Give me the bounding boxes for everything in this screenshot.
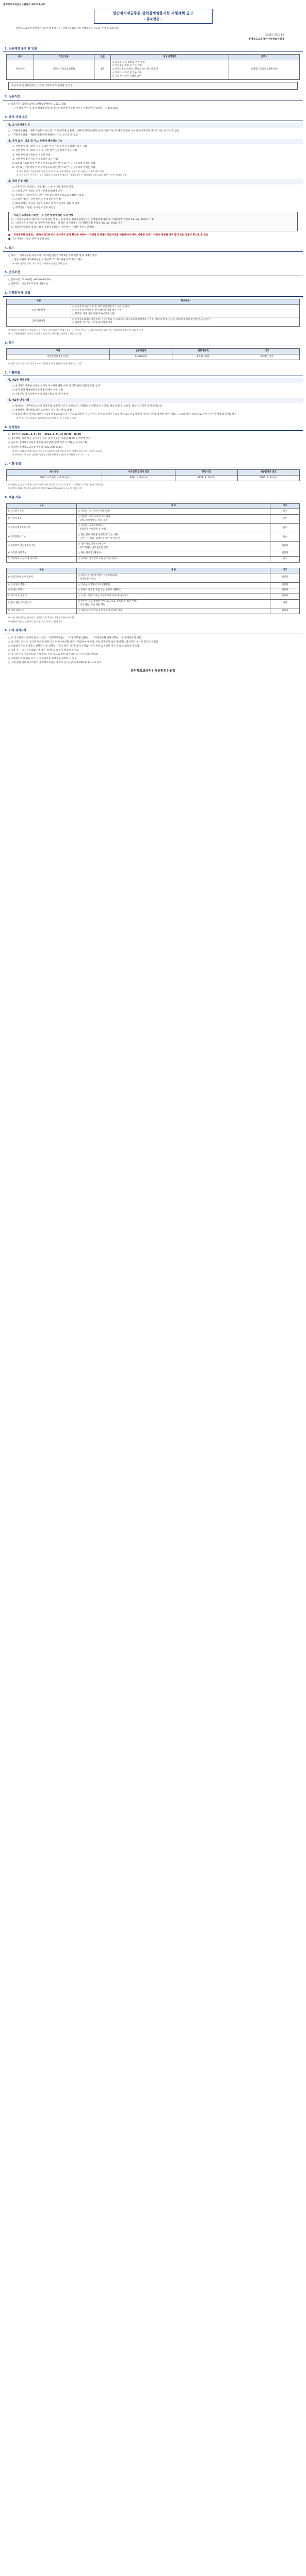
cell-remark: 해당자 <box>270 588 300 594</box>
application-line: ○ 접수방법: 방문 또는 등기우편 접수 (우편접수는 마감일 18:00 도착분에 한함) <box>8 437 92 440</box>
conditions-line: ○ 근무장소: 충청북도교육청 대변인실 <box>8 283 48 286</box>
table-row <box>7 533 300 542</box>
th-doc: 구분 <box>7 503 77 509</box>
application-note: ※ 우편접수 시 봉투 겉면에 '일반임기제공무원(홍보전문) 응시원서 재중'으로 기재 <box>12 453 90 456</box>
intro-text: 충청북도교육청 일반임기제공무원(홍보전문) 경력경쟁임용시험 시행계획을 다음과 같이 공고합니다. <box>15 27 119 30</box>
cell-doc: ⑥ 자격증 사본 1부 <box>7 551 77 556</box>
cell-doc: ⑧ 취업지원대상자 증명서 <box>7 573 77 583</box>
documents-table1-wrap <box>6 503 300 563</box>
table-row <box>7 354 300 360</box>
preference-line: ○ 「국가유공자 등 예우 및 지원에 관한 법률」 등에 따른 취업지원대상자는 관계법령에 따라 각 시험단계별 만점의 5% 또는 10%를 가점 <box>11 218 154 222</box>
cell-doc: ⑪ 저소득층 증명서 <box>7 594 77 599</box>
eligibility-part3-title: 다. 경력 인정 기준 <box>6 179 303 184</box>
salary-table-wrap <box>6 348 300 360</box>
th-count: 인원 <box>94 55 111 60</box>
cell-remark: 필수 <box>270 509 300 515</box>
cell-min: 44,938천원 <box>110 354 172 360</box>
section-heading-eligibility: 3. 응시 자격 요건 <box>3 115 303 121</box>
th-workplace: 근무처 <box>229 55 299 60</box>
cell-remark: 2021년 기준 <box>234 354 300 360</box>
term-line: ○ 임용기간: 임용일로부터 2년(임용예정일: 2021. 5월) <box>8 103 67 106</box>
th-max: 연봉상한액 <box>172 349 234 354</box>
cell-remark: 해당자 <box>270 583 300 588</box>
table-row <box>7 60 300 80</box>
cell-interview: 2021. 4. 20.(화) <box>175 476 237 481</box>
table-row <box>7 588 300 594</box>
th-grade: 구분 <box>7 349 110 354</box>
cell-content: ○ 본인이 직접 작성한 기사, 보도자료, 홍보물 등 (5건 이내) - 서식 자유, 파일 제출 가능 <box>77 599 270 608</box>
page-subtitle: - 홍보전문 - <box>143 16 163 21</box>
cell-doc: ⑦ 개인정보 수집·이용 동의서 <box>7 556 77 562</box>
documents-note: ※ 제출된 서류는 반환하지 않으며, 허위 기재 시 합격 취소 <box>8 620 63 623</box>
eligibility-item: 6. 7급 또는 7급 상당 이상 공무원으로 관련 분야 3년 이상 실무경력이 있는 사람 <box>12 166 95 169</box>
cell-grade: 일반임기제 6급 (상당) <box>7 354 110 360</box>
schedule-table-wrap <box>6 469 300 481</box>
cell-criteria: ○ 공무원으로서의 정신자세, 전문지식과 그 응용능력, 의사표현의 정확성과 논리성, 예의·품행 및 성실성, 창의력·의지력 및 발전가능성 평가 ○ 위원별 '상', '중', '하'로 평가하여 결정 <box>71 317 299 327</box>
document-number: 충청북도교육청인사위원회 제2021-4호 <box>3 4 45 6</box>
schedule-note: ※ 시험일정 및 장소 등은 기관 사정에 따라 변경될 수 있으며, 변경 시 충청북도교육청 홈페이지에 공고 <box>8 483 105 486</box>
th-doc-result: 서류전형 합격자 발표 <box>102 470 175 476</box>
application-note: ※ 접수 마감 후 제출서류는 반환하지 않으며, 제출 서류에 허위 사실이 있을 경우 합격을 취소함 <box>12 449 102 452</box>
schedule-table <box>6 469 300 481</box>
eligibility-item: 4. 관련 분야 6년 이상 실무경력이 있는 사람 <box>12 158 58 161</box>
cell-doc: ① 응시원서 1부 <box>7 509 77 515</box>
cell-content: ○ [서식4] 개인정보 수집 및 이용 동의서 <box>77 556 270 562</box>
cell-doc: ⑤ 최종학력 졸업증명서 1부 <box>7 542 77 551</box>
cell-remark: 선택 <box>270 599 300 608</box>
th-remark: 비고 <box>270 503 300 509</box>
method-line: ○ 평가 결과 채용예정인원의 3~5배수 이내 선발 <box>12 388 63 392</box>
table-row <box>7 599 300 608</box>
salary-table <box>6 348 300 360</box>
cell-remark: 해당자 <box>270 542 300 551</box>
th-grade: 직급(상당) <box>34 55 94 60</box>
preference-line: ○ 「의사상자 등 예우 및 지원에 관한 법률」에 따른 의사상자는 각 시험단계별 만점의 3% 또는 5%를 가점 <box>11 222 123 225</box>
pay-line: - 연봉 하한액: 44,938천원 ~ 상한액: 67,341천원 (2021년 기준) <box>12 258 82 261</box>
th-content: 내 용 <box>77 503 270 509</box>
table-row <box>7 509 300 515</box>
cell-doc: ⑩ 장애인 증명서 <box>7 588 77 594</box>
table-row <box>7 573 300 583</box>
cell-content: ○ 취업지원대상자 증명서 1부 (해당자) - 국가보훈처 발급 <box>77 573 270 583</box>
section-heading-pay: 4. 보수 <box>3 246 303 252</box>
career-rule: ○ 근무기간이 중복되는 경우에는 그 중 하나의 경력만 인정 <box>12 185 73 189</box>
application-line: ○ 문의처: 충청북도교육청 총무과 (043-290-2114) <box>8 446 63 449</box>
cell-content: ○ 의사상자 증명서 1부 (해당자) <box>77 583 270 588</box>
cell-doc: ④ 경력증명서 1부 <box>7 533 77 542</box>
section-heading-documents: 8. 제출 서류 <box>3 495 303 501</box>
table-row <box>7 583 300 588</box>
section-heading-term: 2. 임용기간 <box>3 94 303 100</box>
positions-table <box>6 54 300 80</box>
table-row <box>7 551 300 556</box>
eligibility-item: 2. 관련 분야 석사학위 취득 후 관련 분야 실무경력이 있는 사람 <box>12 149 77 152</box>
pay-line: ○ 보수: 「지방공무원 보수규정」에 따른 일반임기제 6급 상당 연봉 범위 내에서 결정 <box>8 254 97 257</box>
section-heading-positions: 1. 임용예정 분야 및 인원 <box>3 46 303 53</box>
cell-doc: ② 이력서 1부 <box>7 515 77 524</box>
cell-doc: ⑬ 기타 증빙서류 <box>7 608 77 614</box>
th-min: 연봉하한액 <box>110 349 172 354</box>
cell-grade: 일반임기제 6급 (상당) <box>34 60 94 80</box>
section-heading-schedule: 7. 시험 일정 <box>3 462 303 468</box>
cell-remark: 해당자 <box>270 551 300 556</box>
application-line: ○ 접수처: 충청북도교육청 총무과 인사담당 (충북 청주시 상당구 교서로 14) <box>8 442 87 445</box>
cell-apply: 2021. 4. 5.(월) ~ 4. 9.(금) <box>7 476 102 481</box>
cell-count: 1명 <box>94 60 111 80</box>
eligibility-line: ○ 「지방공무원법」 제31조(결격사유) 및 「지방공무원 임용령」 제65조(부정행위자 등에 대한 조치) 등 관계 법령에 의하여 응시자격이 정지된 자는 응시할 수 없음 <box>8 129 179 132</box>
notes-line: ○ 최종합격자라 하더라도 신원조사 및 신체검사 결과 결격사유가 있거나 제출서류가 허위로 판명된 경우 합격 및 임용을 취소함 <box>8 645 139 648</box>
cell-doc-result: 2021. 4. 14.(수) <box>102 476 175 481</box>
cell-remark: 해당자 <box>270 594 300 599</box>
closing-signature: 충청북도교육청인사위원회위원장 <box>131 669 175 673</box>
th-interview: 면접시험 <box>175 470 237 476</box>
th-remark: 비고 <box>234 349 300 354</box>
career-rule: ○ 경력산정 기준일: 응시원서 접수 마감일 <box>12 207 56 210</box>
career-rule: ○ 해외 경력은 공인된 기관의 증명서 및 번역공증본 제출 시 인정 <box>12 202 79 206</box>
th-duties: 담당예정업무 <box>111 55 229 60</box>
preference-box <box>8 212 298 231</box>
eligibility-line: ○ 「지방공무원법」 제66조(정년)에 해당하는 자는 응시할 수 없음 <box>8 133 78 137</box>
eligibility-item: 3. 관련 분야 박사학위를 취득한 사람 <box>12 154 51 157</box>
th-doc: 구분 <box>7 568 77 573</box>
cell-criteria: ○ 응시자격 해당 여부 및 직무 관련 전문지식 보유 등 평가 ○ 응시자격 적격자 중 평가 점수에 따라 배수 선발 ○ 합격자: 채용 예정 인원의 3~5배수 선발 <box>71 304 299 317</box>
page-title: 일반임기제공무원 경력경쟁임용시험 시행계획 공고 <box>112 11 194 16</box>
th-stage: 구분 <box>7 299 71 304</box>
cell-content: ○ 수급자 증명서 또는 한부모가족 증명서 (해당자) <box>77 594 270 599</box>
notes-line: ○ 최종합격자의 임용 포기 시 차순위자를 합격자로 결정할 수 있음 <box>8 657 77 660</box>
table-row <box>7 304 300 317</box>
documents-table-2 <box>6 568 300 614</box>
eligibility-item: 1. 관련 분야 학사학위 취득 후 2년 이상 관련 분야 실무경력이 있는 사람 <box>12 145 87 148</box>
method-line: ○ 평정요소: 공무원으로서의 정신자세, 전문지식과 그 응용능력, 의사발표의 정확성과 논리성, 예의·품행 및 성실성, 창의력·의지력 및 발전가능성 <box>12 404 162 408</box>
process-table-wrap <box>6 299 300 327</box>
positions-note: ※ 근무지 및 담당업무는 기관의 사정에 따라 변경될 수 있음 <box>8 82 298 90</box>
process-note: ※ 서류전형 합격자 중 불합격 사유가 없는 자에 대하여 면접시험을 실시하며, 면접시험 결과 적격자가 없는 경우 합격자를 결정하지 않을 수 있음 <box>8 328 144 331</box>
schedule-note: ※ 합격자 발표: 충청북도교육청 홈페이지(www.cbe.go.kr) 공고 및 개별 통보 <box>8 487 82 490</box>
issuer: 충청북도교육청인사위원회위원장 <box>248 38 284 41</box>
preference-title: 「저출산·고령사회 기본법」 등 관련 법령에 따른 우대 사항 <box>11 214 73 217</box>
notes-line: ○ 임용 후 「공직자윤리법」에 따른 재산등록 의무가 부과될 수 있음 <box>8 649 79 652</box>
notes-line: ○ 응시원서 및 제출서류의 기재 착오, 누락 등으로 인한 불이익은 응시자 본인의 책임임 <box>8 653 98 656</box>
cell-duties: ○ 교육청 주요 정책 및 현안 홍보 ○ 언론홍보 계획 및 기사 작성 ○ 온라인홍보(유튜브, 블로그 등) 기획 및 운영 ○ 보도자료 작성 및 언론 대응 ○ 기타 부서장이 지정한 업무 <box>111 60 229 80</box>
th-criteria: 평가내용 <box>71 299 299 304</box>
cell-max: 67,341천원 <box>172 354 234 360</box>
table-row <box>7 608 300 614</box>
table-row <box>7 556 300 562</box>
method-line: ○ 평정방법: 위원별로 평정요소마다 '상', '중', '하'로 평정 <box>12 409 72 412</box>
table-row <box>7 594 300 599</box>
eligibility-part1-title: 가. 응시결격사유 등 <box>6 123 303 128</box>
cell-doc: ③ 직무수행계획서 1부 <box>7 523 77 533</box>
section-heading-application: 8. 원서접수 <box>3 425 303 431</box>
cell-content: ○ 장애인 등록증 사본 또는 증명서 (해당자) <box>77 588 270 594</box>
preference-line: ○ 취업지원대상자 및 의사상자 가점이 중복되는 경우에는 유리한 것 하나만 적용 <box>11 226 94 229</box>
cell-doc: ⑫ 홍보 관련 포트폴리오 <box>7 599 77 608</box>
cell-workplace: 충청북도교육청 (대변인실) <box>229 60 299 80</box>
cell-content: ○ [서식2] 이력서 및 자기소개서 - 학력, 경력사항 등 상세 기재 <box>77 515 270 524</box>
method-line: ○ 응시자가 제출한 서류를 근거로 응시자격 해당 여부 및 직무 관련 전문성 등을 심사 <box>12 384 100 387</box>
eligibility-note: ※ 실무경력은 응시원서 접수 마감일 기준으로 산정하며, 경력증명서 등 객관적인 증빙서류로 확인 가능한 경력만 인정 <box>17 174 127 177</box>
th-apply: 원서접수 <box>7 470 102 476</box>
method-line: ○ 서류전형 합격자에 한하여 면접시험 응시 자격 부여 <box>12 393 68 396</box>
cell-stage: 2차 면접시험 <box>7 317 71 327</box>
pay-note: ※ 세부 연봉은 경력, 자격 등을 고려하여 협상을 통해 결정 <box>12 262 67 265</box>
method-line: ○ 합격자 결정: 위원의 과반수가 5개 평정요소를 모두 '상'으로 평정한 경우 '우수', 위원의 과반수가 5개 평정요소 중 2개 항목 이상을 '하'로 평정한 경우 '미흡', 그 외의 경우 '보통'으로 하여 '우수' 중에서 합격자를 결정 <box>12 413 237 416</box>
eligibility-note: ※ 관련 분야: 언론사(신문·방송·인터넷) 기자, 홍보대행사, 공공기관·기업 등의 홍보 업무 경력 <box>17 170 104 173</box>
career-rule: ○ 자원봉사, 아르바이트, 인턴 경력 등은 실무경력으로 인정하지 않음 <box>12 194 84 197</box>
cell-stage: 1차 서류전형 <box>7 304 71 317</box>
notes-line: ○ 이 공고문에서 정하지 않은 사항은 「지방공무원법」, 「지방공무원 임용령」, 「지방공무원 임용시험령」 등 관계법령에 따름 <box>8 636 141 639</box>
table-row <box>7 476 300 481</box>
section-heading-notes: 9. 기타 유의사항 <box>3 628 303 634</box>
th-remark: 비고 <box>270 568 300 573</box>
table-row <box>7 317 300 327</box>
cell-remark: 필수 <box>270 515 300 524</box>
th-final: 최종합격자 발표 <box>237 470 299 476</box>
method-part2-title: 나. 제2차 면접시험 <box>6 398 303 403</box>
cell-remark: 필수 <box>270 556 300 562</box>
career-rule: ○ 시간제 근무 경력은 근무시간에 비례하여 인정 <box>12 190 63 193</box>
cell-content: ○ 관련 자격증 (해당자) <box>77 551 270 556</box>
documents-table-1 <box>6 503 300 563</box>
th-field: 분야 <box>7 55 34 60</box>
cell-content: ○ [서식1] 응시원서 (사진 부착) <box>77 509 270 515</box>
table-row <box>7 515 300 524</box>
notes-line: ○ 시험 관련 기타 문의사항은 충청북도교육청 총무과 인사담당(043-290-2114)으로 문의 <box>8 662 102 665</box>
cell-doc: ⑨ 의사상자 증명서 <box>7 583 77 588</box>
section-heading-method: 7. 시험방법 <box>3 370 303 377</box>
cell-content: ○ 관련 분야 경력을 증명할 수 있는 서류 - 근무기간, 직위, 담당업무 등이 명시된 것 <box>77 533 270 542</box>
eligibility-part2-title: 나. 자격 요건 (다음 중 어느 하나에 해당하는 자) <box>6 139 303 144</box>
documents-table2-wrap <box>6 568 300 614</box>
documents-note: ※ 모든 제출서류는 원서접수 마감일 기준 3개월 이내 발급분이어야 함 <box>8 616 74 619</box>
conditions-line: ○ 근무시간: 주 40시간 (09:00~18:00) <box>8 278 51 281</box>
title-box <box>94 9 213 24</box>
eligibility-item: 5. 6급 또는 6급 상당 이상 공무원으로 관련 분야 1년 이상 실무경력이 있는 사람 <box>12 162 95 165</box>
eligibility-warning: ■ 「지방공무원 임용령」 제66조의2에 따라 응시자격 등의 확인을 위하여 서류전형 단계에서 증빙서류를 제출하여야 하며, 제출된 서류가 허위로 판명될 경우 합격 또는 임용이 취소될 수 있음 <box>8 233 208 236</box>
th-content: 내 용 <box>77 568 270 573</box>
cell-field: 홍보분야 <box>7 60 34 80</box>
cell-content: ○ 기타 응시자격 및 경력 확인에 필요한 서류 <box>77 608 270 614</box>
application-period: ○ 접수기간: 2021. 4. 5.(월) ~ 2021. 4. 9.(금) 09:00~18:00 <box>8 433 82 436</box>
cell-remark: 필수 <box>270 523 300 533</box>
cell-remark: 해당자 <box>270 608 300 614</box>
process-note: ※ 각 시험단계별로 적격자가 없다고 판단되는 경우에는 선발하지 않을 수 있음 <box>8 332 82 335</box>
term-sub: - 근무실적 우수 등 평가 결과에 따라 총 5년의 범위에서 연장 가능 (「지방공무원 임용령」 제21조의2) <box>12 107 118 110</box>
eligibility-warning: ■ 기타 자세한 사항은 관련 법령에 따름 <box>8 238 50 241</box>
cell-content: ○ [서식3] 직무수행계획서 - 홍보업무 수행계획 등 작성 <box>77 523 270 533</box>
section-heading-salary: 6. 보수 <box>3 341 303 347</box>
positions-table-wrap <box>6 54 300 80</box>
career-rule: ○ 군복무 경력은 관련 분야 근무에 한하여 인정 <box>12 198 61 201</box>
announcement-date: 2021년 3월 25일 <box>265 34 284 37</box>
cell-remark: 필수 <box>270 533 300 542</box>
method-part1-title: 가. 제1차 서류전형 <box>6 378 303 383</box>
salary-note: ※ 연봉 외 정액급식비, 직급보조비, 성과연봉 등은 관련 규정에 따라 별도 지급 <box>8 362 82 365</box>
table-row <box>7 523 300 533</box>
table-row <box>7 542 300 551</box>
section-heading-process: 6. 전형절차 및 방법 <box>3 291 303 297</box>
cell-content: ○ 학위 취득 증명서 (해당자) - 외국 학위는 번역공증본 첨부 <box>77 542 270 551</box>
notes-line: ○ 응시자는 응시표, 공고문 등에서 정한 응시자 준수사항을 반드시 확인하여야 하며, 이를 준수하지 않아 발생하는 불이익은 응시자 본인의 책임임 <box>8 640 158 643</box>
method-note: ※ 면접시험 시 별도의 과제(보도자료 작성 등)를 부여할 수 있음 <box>17 417 76 420</box>
process-table <box>6 299 300 327</box>
cell-remark: 해당자 <box>270 573 300 583</box>
section-heading-conditions: 5. 근무조건 <box>3 270 303 276</box>
cell-final: 2021. 4. 23.(금) <box>237 476 299 481</box>
